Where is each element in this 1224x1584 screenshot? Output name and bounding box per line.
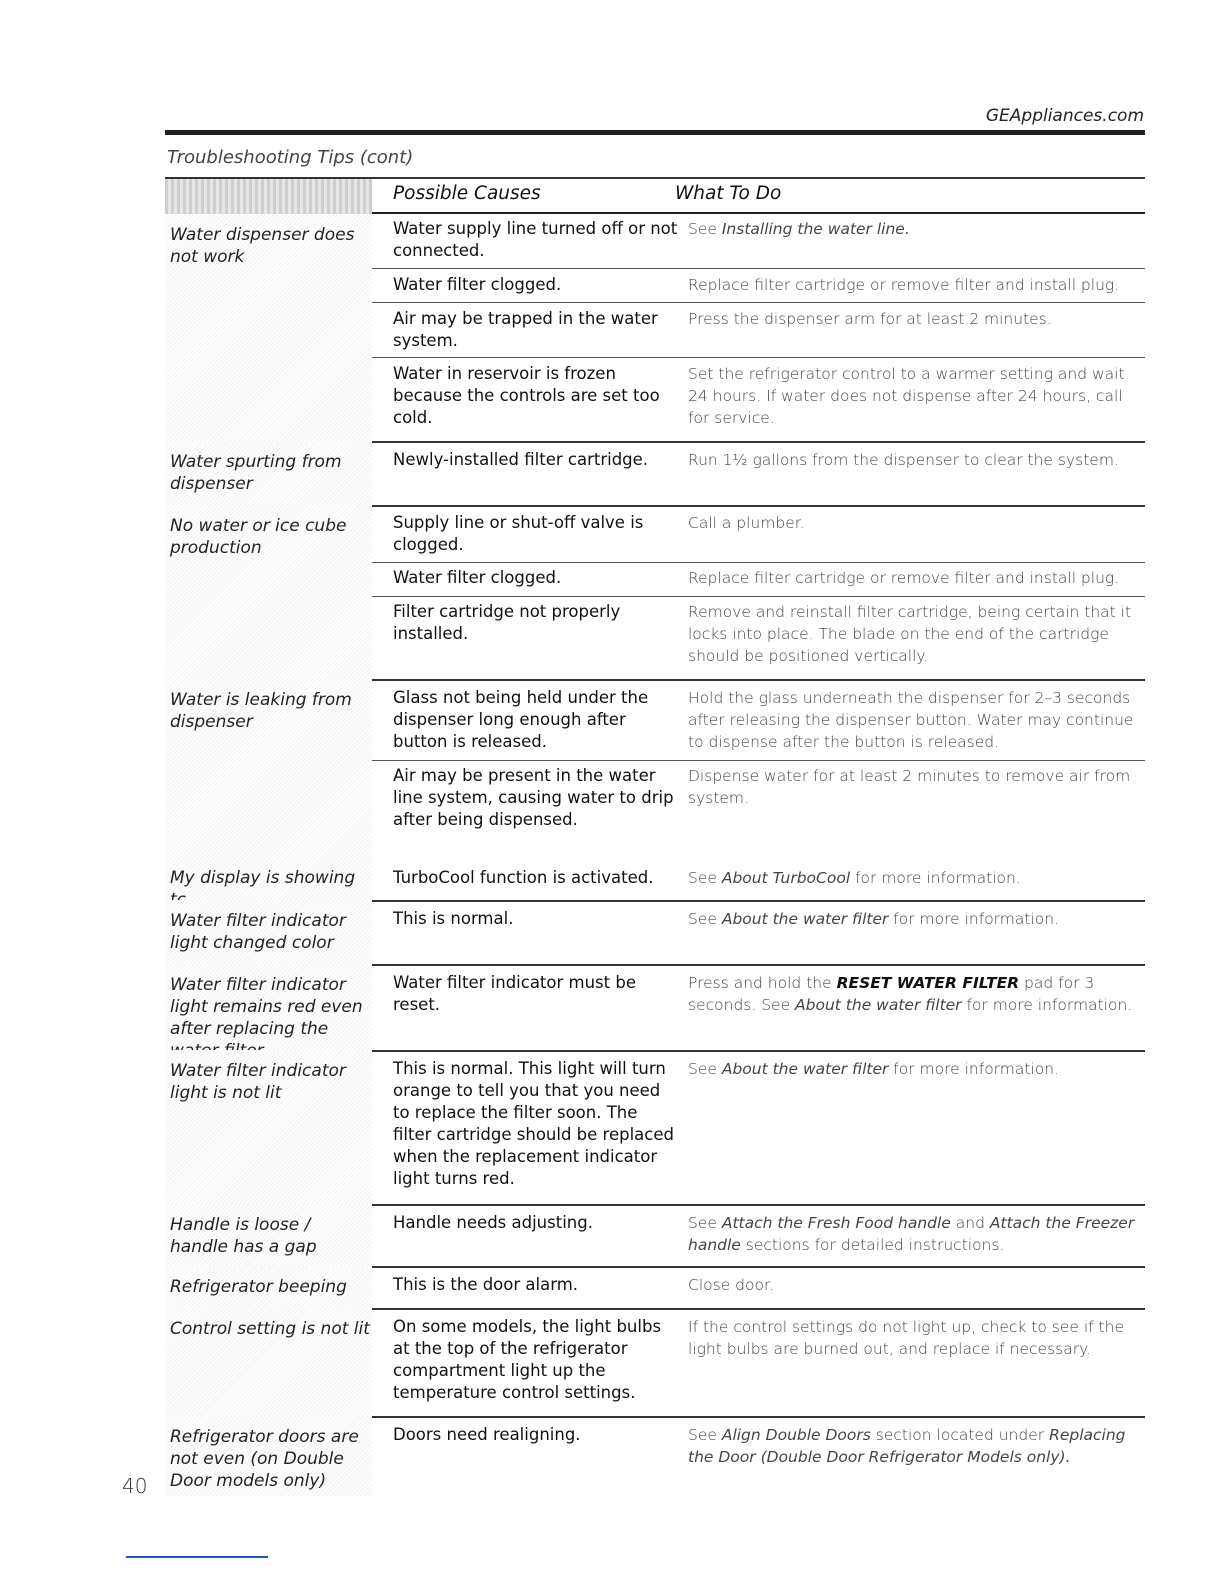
cause-text: This is normal.	[393, 909, 514, 928]
cause-text: Water in reservoir is frozen because the controls are set too cold.	[393, 364, 660, 427]
table-row	[165, 900, 1145, 964]
cause-text: Air may be trapped in the water system.	[393, 309, 658, 350]
condition-text: Water is leaking from dispenser	[170, 690, 352, 732]
cause-text: This is normal. This light will turn orange to tell you that you need to replace the filter soon. The filter cartridge should be replaced when the replacement indicator light turns red.	[393, 1059, 674, 1188]
table-row	[165, 1308, 1145, 1416]
todo-text: Set the refrigerator control to a warmer setting and wait 24 hours. If water does not dispense after 24 hours, call for service.	[688, 365, 1125, 427]
table-row	[165, 505, 1145, 679]
col-header-causes: Possible Causes	[393, 183, 541, 204]
condition-cell	[165, 1308, 372, 1416]
todo-text: See Align Double Doors section located under Replacing the Door (Double Door Refrigerator Models only).	[688, 1426, 1126, 1466]
col-header-todo: What To Do	[675, 183, 782, 204]
condition-text: Control setting is not lit	[170, 1319, 370, 1339]
condition-text: Water spurting from dispenser	[170, 452, 342, 494]
condition-cell	[165, 1204, 372, 1266]
todo-text: If the control settings do not light up, check to see if the light bulbs are burned out, and replace if necessary.	[688, 1318, 1124, 1358]
todo-text: Press and hold the RESET WATER FILTER pad for 3 seconds. See About the water filter for more information.	[688, 974, 1133, 1014]
todo-text: Hold the glass underneath the dispenser for 2–3 seconds after releasing the dispenser button. Water may continue to dispense after the button is released.	[688, 689, 1134, 751]
cause-text: Air may be present in the water line system, causing water to drip after being dispensed.	[393, 766, 674, 829]
todo-text: See About TurboCool for more information.	[688, 869, 1021, 887]
condition-cell	[165, 214, 372, 441]
table-row	[165, 679, 1145, 900]
table-row	[165, 964, 1145, 1050]
condition-cell	[165, 1266, 372, 1308]
bottom-link-bar	[126, 1556, 268, 1558]
condition-text: Water filter indicator light remains red even after replacing the	[170, 975, 363, 1039]
condition-text: Refrigerator beeping	[170, 1277, 347, 1297]
todo-text: Run 1½ gallons from the dispenser to clear the system.	[688, 451, 1119, 469]
cause-text: TurboCool function is activated.	[393, 868, 654, 887]
condition-cell	[165, 1050, 372, 1204]
page-number: 40	[122, 1474, 148, 1498]
condition-text: Handle is loose / handle has a gap	[170, 1215, 317, 1257]
todo-text: See About the water filter for more information.	[688, 910, 1059, 928]
todo-text: Close door.	[688, 1276, 774, 1294]
condition-cell	[165, 1416, 372, 1496]
condition-cell	[165, 441, 372, 505]
site-url: GEAppliances.com	[985, 106, 1144, 126]
page-title: Troubleshooting Tips (cont)	[167, 147, 414, 168]
condition-text: Water filter indicator light is not lit	[170, 1061, 346, 1103]
condition-cell	[165, 505, 372, 679]
condition-text: No water or ice cube production	[170, 516, 347, 558]
todo-text: Remove and reinstall filter cartridge, being certain that it locks into place. The blade on the end of the cartridge should be positioned vertically.	[688, 603, 1132, 665]
todo-text: See About the water filter for more information.	[688, 1060, 1059, 1078]
cause-text: Glass not being held under the dispenser long enough after button is released.	[393, 688, 649, 751]
cause-text: Supply line or shut-off valve is clogged.	[393, 513, 644, 554]
cause-text: Water filter indicator must be reset.	[393, 973, 636, 1014]
condition-cell	[165, 679, 372, 900]
table-row	[165, 1204, 1145, 1266]
top-rule	[165, 130, 1145, 135]
cause-text: Handle needs adjusting.	[393, 1213, 593, 1232]
table-row	[165, 1050, 1145, 1204]
todo-text: Call a plumber.	[688, 514, 805, 532]
condition-cell	[165, 900, 372, 964]
table-row	[165, 1266, 1145, 1308]
cause-text: Filter cartridge not properly installed.	[393, 602, 621, 643]
cause-text: Newly-installed filter cartridge.	[393, 450, 649, 469]
todo-text: See Installing the water line.	[688, 220, 910, 238]
condition-text: Water filter indicator light changed color	[170, 911, 346, 953]
cause-text: Water filter clogged.	[393, 568, 562, 587]
table-row	[165, 214, 1145, 441]
table-row	[165, 441, 1145, 505]
todo-text: Press the dispenser arm for at least 2 minutes.	[688, 310, 1052, 328]
table-row	[165, 1416, 1145, 1496]
condition-text: Water dispenser does not work	[170, 225, 355, 267]
todo-text: Dispense water for at least 2 minutes to remove air from system.	[688, 767, 1131, 807]
cause-text: This is the door alarm.	[393, 1275, 579, 1294]
condition-text: Refrigerator doors are not even (on Double Door models only)	[170, 1427, 359, 1491]
condition-cell	[165, 964, 372, 1050]
todo-text: Replace filter cartridge or remove filter and install plug.	[688, 569, 1120, 587]
cause-text: On some models, the light bulbs at the top of the refrigerator compartment light up the temperature control settings.	[393, 1317, 662, 1402]
cause-text: Doors need realigning.	[393, 1425, 581, 1444]
cause-text: Water filter clogged.	[393, 275, 562, 294]
todo-text: See Attach the Fresh Food handle and Attach the Freezer handle sections for detailed instructions.	[688, 1214, 1135, 1254]
condition-text: My display is showing	[170, 868, 356, 888]
cause-text: Water supply line turned off or not connected.	[393, 219, 678, 260]
header-swatch	[165, 179, 372, 214]
todo-text: Replace filter cartridge or remove filter and install plug.	[688, 276, 1120, 294]
